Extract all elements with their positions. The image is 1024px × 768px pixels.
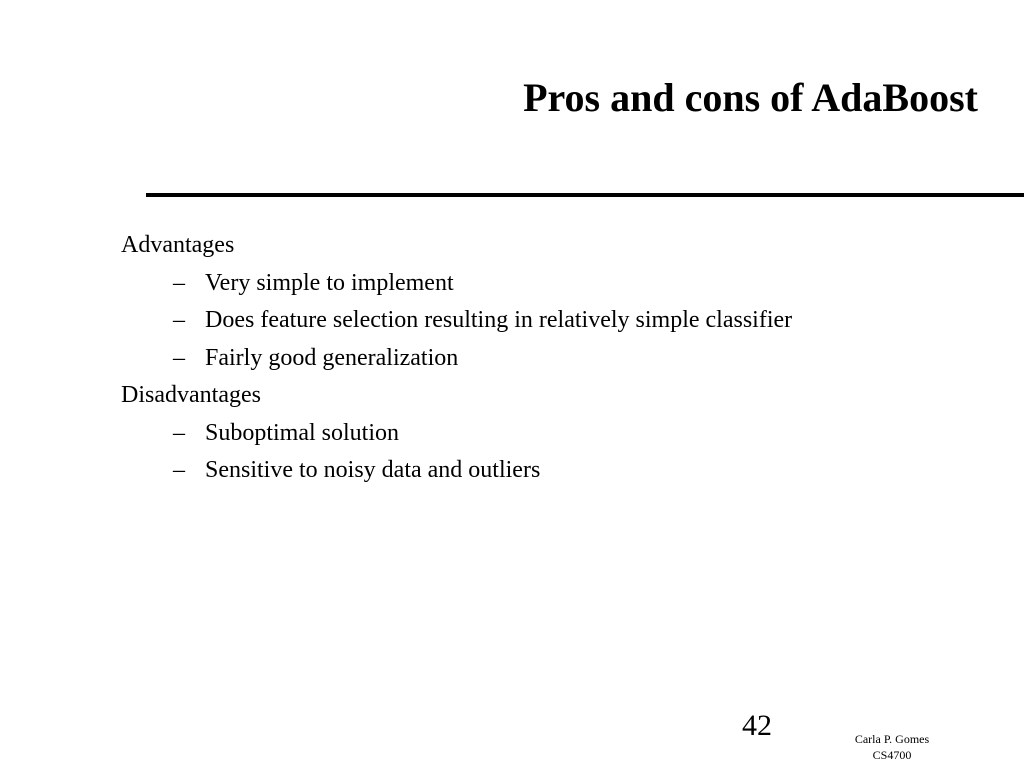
dash-bullet-icon: – <box>173 419 185 446</box>
advantages-list <box>121 265 1001 378</box>
list-item <box>121 340 1001 378</box>
dash-bullet-icon: – <box>173 307 185 333</box>
list-item-text: Very simple to implement <box>205 269 454 296</box>
slide-content <box>121 227 1001 490</box>
list-item-text: Sensitive to noisy data and outliers <box>205 457 541 483</box>
footer-author-name: Carla P. Gomes <box>854 732 930 746</box>
dash-bullet-icon: – <box>173 344 185 371</box>
section-heading-disadvantages: Disadvantages <box>121 382 261 408</box>
dash-bullet-icon: – <box>173 457 185 483</box>
list-item-text: Suboptimal solution <box>205 419 400 446</box>
footer-course-code: CS4700 <box>872 748 912 762</box>
section-heading-advantages: Advantages <box>121 232 235 258</box>
disadvantages-section <box>121 377 1001 490</box>
title-underline <box>146 193 1024 197</box>
disadvantages-list <box>121 415 1001 490</box>
list-item-text: Fairly good generalization <box>205 344 459 371</box>
dash-bullet-icon: – <box>173 269 185 296</box>
advantages-section <box>121 227 1001 377</box>
list-item <box>121 302 1001 340</box>
list-item <box>121 452 1001 490</box>
list-item <box>121 265 1001 303</box>
page-number: 42 <box>742 709 772 742</box>
slide-title: Pros and cons of AdaBoost <box>523 75 978 120</box>
list-item-text: Does feature selection resulting in relatively simple classifier <box>205 307 793 333</box>
footer-credit <box>820 731 964 763</box>
list-item <box>121 415 1001 453</box>
